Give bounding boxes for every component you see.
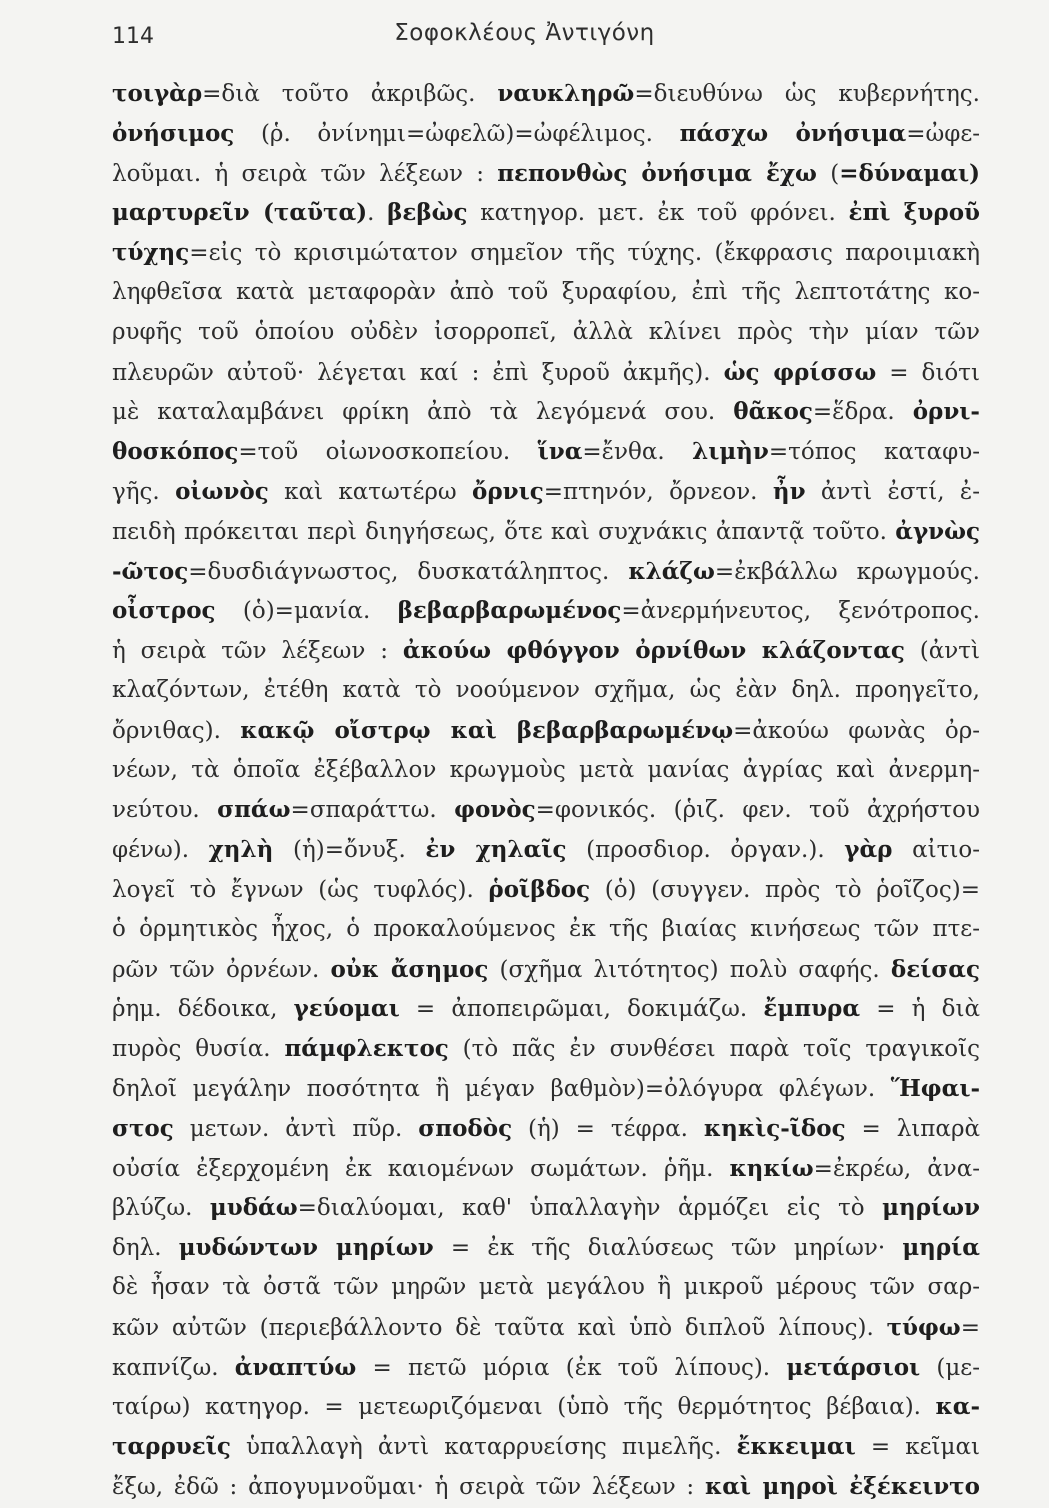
text-line	[112, 472, 980, 512]
gloss-text: δηλοῖ μεγάλην ποσότητα ἢ μέγαν βαθμὸν)=ὀλόγυρα φλέγων.	[112, 1075, 891, 1102]
gloss-text: =διὰ τοῦτο ἀκριβῶς.	[202, 81, 498, 107]
gloss-text: νεύτου.	[112, 797, 218, 824]
commentary-text	[112, 74, 980, 1507]
text-line	[112, 432, 980, 472]
gloss-text: =τοῦ οἰωνοσκοπείου.	[238, 439, 538, 466]
text-line	[112, 1069, 980, 1109]
text-line	[112, 1348, 980, 1388]
text-line	[112, 790, 980, 830]
gloss-text: κῶν αὐτῶν (περιεβάλλοντο δὲ ταῦτα καὶ ὑπὸ διπλοῦ λίπους).	[112, 1314, 887, 1341]
text-line	[112, 910, 980, 950]
text-line	[112, 1109, 980, 1149]
gloss-text: πειδὴ πρόκειται περὶ διηγήσεως, ὅτε καὶ συχνάκις ἀπαντᾷ τοῦτο.	[112, 518, 896, 545]
gloss-text: κλαζόντων, ἐτέθη κατὰ τὸ νοούμενον σχῆμα, ὡς ἐὰν δηλ. προηγεῖτο,	[112, 676, 980, 703]
lemma-term: ἔκκειμαι	[736, 1433, 856, 1461]
text-line	[112, 950, 980, 990]
lemma-term: καὶ μηροὶ ἐξέκειντο	[704, 1472, 980, 1500]
gloss-text: (ὁ) (συγγεν. πρὸς τὸ ῥοῖζος)=	[590, 876, 980, 903]
lemma-term: πάσχω ὀνήσιμα	[679, 119, 907, 147]
gloss-text: δὲ ἦσαν τὰ ὀστᾶ τῶν μηρῶν μετὰ μεγάλου ἢ μικροῦ μέρους τῶν σαρ-	[112, 1273, 980, 1300]
text-line	[112, 1427, 980, 1467]
gloss-text: =ἐκρέω, ἀνα-	[813, 1155, 981, 1182]
lemma-term: ἔμπυρα	[763, 995, 861, 1023]
gloss-text: μὲ καταλαμβάνει φρίκη ἀπὸ τὰ λεγόμενά σου.	[112, 399, 734, 426]
lemma-term: ὀρνι-	[912, 398, 980, 426]
lemma-term: Ἥφαι-	[890, 1074, 980, 1102]
lemma-term: οἶστρος	[112, 597, 216, 625]
lemma-term: μαρτυρεῖν (ταῦτα)	[112, 199, 368, 227]
lemma-term: φονὸς	[454, 796, 536, 824]
lemma-term: ναυκληρῶ	[497, 80, 635, 107]
text-line	[112, 512, 980, 552]
lemma-term: μυδώντων μηρίων	[178, 1234, 434, 1262]
gloss-text: ληφθεῖσα κατὰ μεταφορὰν ἀπὸ τοῦ ξυραφίου, ἐπὶ τῆς λεπτοτάτης κο-	[112, 278, 980, 305]
text-line	[112, 1149, 980, 1189]
text-line	[112, 193, 980, 233]
gloss-text: =	[960, 1314, 980, 1341]
gloss-text: =ἀνερμήνευτος, ξενότροπος.	[621, 598, 980, 625]
gloss-text: πυρὸς θυσία.	[112, 1036, 285, 1063]
gloss-text: = κεῖμαι	[855, 1434, 980, 1461]
gloss-text: κατηγορ. μετ. ἐκ τοῦ φρόνει.	[467, 200, 849, 227]
gloss-text: (ἡ)=ὄνυξ.	[273, 837, 426, 864]
gloss-text: =ἔνθα.	[582, 439, 693, 466]
lemma-term: ὡς φρίσσω	[723, 358, 877, 386]
gloss-text: βλύζω.	[112, 1195, 210, 1222]
gloss-text: λογεῖ τὸ ἔγνων (ὡς τυφλός).	[112, 876, 489, 903]
text-line	[112, 74, 980, 114]
lemma-term: ἐν χηλαῖς	[425, 836, 567, 864]
gloss-text: καὶ κατωτέρω	[268, 478, 472, 505]
lemma-term: ῥοῖβδος	[488, 875, 591, 903]
gloss-text: (με-	[920, 1354, 980, 1381]
gloss-text: αἰτιο-	[892, 837, 980, 864]
gloss-text: (ἀντὶ	[904, 638, 981, 665]
gloss-text: γῆς.	[112, 478, 176, 505]
lemma-term: ἦν	[772, 477, 806, 505]
lemma-term: οὐκ ἄσημος	[330, 955, 489, 983]
page-header	[0, 14, 1049, 62]
lemma-term: κηκίω	[729, 1154, 814, 1182]
gloss-text: ὑπαλλαγὴ ἀντὶ καταρρυείσης πιμελῆς.	[230, 1434, 737, 1461]
gloss-text: δηλ.	[112, 1235, 179, 1262]
lemma-term: λιμὴν	[692, 438, 769, 466]
lemma-term: ὀνήσιμος	[112, 119, 235, 147]
gloss-text: ἡ σειρὰ τῶν λέξεων :	[112, 638, 403, 665]
text-line	[112, 1308, 980, 1348]
text-line	[112, 1029, 980, 1069]
gloss-text: =τόπος καταφυ-	[768, 439, 980, 466]
gloss-text: =ἕδρα.	[812, 399, 913, 426]
gloss-text: ὁ ὁρμητικὸς ἦχος, ὁ προκαλούμενος ἐκ τῆς βιαίας κινήσεως τῶν πτε-	[112, 915, 980, 942]
gloss-text: =φονικός. (ῥιζ. φεν. τοῦ ἀχρήστου	[535, 797, 981, 824]
lemma-term: ἵνα	[537, 438, 583, 466]
gloss-text: ταίρω) κατηγορ. = μετεωριζόμεναι (ὑπὸ τῆς θερμότητος βέβαια).	[112, 1394, 936, 1421]
lemma-term: κακῷ οἴστρῳ καὶ βεβαρβαρωμένῳ	[240, 716, 734, 744]
gloss-text: = λιπαρὰ	[845, 1115, 980, 1142]
gloss-text: = διότι	[876, 359, 980, 386]
text-line	[112, 751, 980, 791]
gloss-text: = ἀποπειρῶμαι, δοκιμάζω.	[399, 996, 764, 1023]
gloss-text: =δυσδιάγνωστος, δυσκατάληπτος.	[188, 558, 629, 585]
lemma-term: θᾶκος	[733, 398, 813, 426]
lemma-term: ὄρνις	[472, 477, 544, 505]
text-line	[112, 591, 980, 631]
gloss-text: =ἐκβάλλω κρωγμούς.	[714, 558, 980, 585]
lemma-term: βεβαρβαρωμένος	[397, 597, 622, 625]
gloss-text: καπνίζω.	[112, 1354, 235, 1381]
gloss-text: =πτηνόν, ὄρνεον.	[543, 478, 773, 505]
lemma-term: στος	[112, 1114, 174, 1142]
page-number: 114	[112, 24, 154, 49]
lemma-term: δείσας	[890, 955, 980, 983]
lemma-term: γεύομαι	[293, 995, 400, 1023]
gloss-text: μετων. ἀντὶ πῦρ.	[173, 1115, 419, 1142]
lemma-term: τοιγὰρ	[112, 80, 203, 107]
gloss-text: (τὸ πᾶς ἐν συνθέσει παρὰ τοῖς τραγικοῖς	[448, 1036, 980, 1063]
gloss-text: =εἰς τὸ κρισιμώτατον σημεῖον τῆς τύχης. (ἔκφρασις παροιμιακὴ	[189, 240, 980, 267]
gloss-text: ὄρνιθας).	[112, 717, 241, 744]
gloss-text: =ὠφε-	[906, 120, 981, 147]
text-line	[112, 711, 980, 751]
text-line	[112, 114, 980, 154]
gloss-text: (ὁ)=μανία.	[215, 598, 398, 625]
text-line	[112, 154, 980, 194]
text-line	[112, 1268, 980, 1308]
lemma-term: μηρίων	[882, 1194, 980, 1222]
gloss-text: = ἡ διὰ	[860, 996, 980, 1023]
lemma-term: κηκὶς-ῖδος	[703, 1114, 846, 1142]
gloss-text: νέων, τὰ ὁποῖα ἐξέβαλλον κρωγμοὺς μετὰ μανίας ἀγρίας καὶ ἀνερμη-	[112, 756, 980, 783]
lemma-term: κλάζω	[628, 557, 715, 585]
gloss-text: πλευρῶν αὐτοῦ· λέγεται καί : ἐπὶ ξυροῦ ἀκμῆς).	[112, 359, 724, 386]
gloss-text: ἀντὶ ἐστί, ἐ-	[805, 478, 981, 505]
lemma-term: κα-	[935, 1393, 980, 1421]
text-line	[112, 830, 980, 870]
lemma-term: μηρία	[902, 1234, 980, 1262]
gloss-text: = πετῶ μόρια (ἐκ τοῦ λίπους).	[356, 1354, 787, 1381]
text-line	[112, 273, 980, 313]
text-line	[112, 1228, 980, 1268]
lemma-term: ἀγνὼς	[895, 517, 980, 545]
lemma-term: πάμφλεκτος	[284, 1035, 449, 1063]
lemma-term: γὰρ	[844, 836, 893, 864]
gloss-text: =ἀκούω φωνὰς ὀρ-	[733, 717, 981, 744]
lemma-term: τύφω	[886, 1313, 961, 1341]
lemma-term: ταρρυεῖς	[112, 1433, 231, 1461]
lemma-term: πεπονθὼς ὀνήσιμα ἔχω	[497, 159, 817, 187]
gloss-text: (ῥ. ὀνίνημι=ὠφελῶ)=ὠφέλιμος.	[234, 120, 680, 147]
lemma-term: μετάρσιοι	[786, 1353, 921, 1381]
lemma-term: -ῶτος	[112, 557, 189, 585]
text-line	[112, 353, 980, 393]
gloss-text: ρῶν τῶν ὀρνέων.	[112, 956, 331, 983]
gloss-text: (σχῆμα λιτότητος) πολὺ σαφής.	[488, 956, 891, 983]
gloss-text: = ἐκ τῆς διαλύσεως τῶν μηρίων·	[433, 1235, 903, 1262]
lemma-term: θοσκόπος	[112, 438, 239, 466]
lemma-term: οἰωνὸς	[175, 477, 269, 505]
text-line	[112, 631, 980, 671]
text-line	[112, 1188, 980, 1228]
text-line	[112, 392, 980, 432]
gloss-text: (	[816, 160, 840, 187]
gloss-text: λοῦμαι. ἡ σειρὰ τῶν λέξεων :	[112, 160, 498, 187]
gloss-text: οὐσία ἐξερχομένη ἐκ καιομένων σωμάτων. ῥῆμ.	[112, 1155, 730, 1182]
running-title: Σοφοκλέους Ἀντιγόνη	[394, 20, 655, 46]
gloss-text: .	[367, 200, 388, 227]
lemma-term: ἀκούω φθόγγον ὀρνίθων κλάζοντας	[402, 637, 905, 665]
gloss-text: (προσδιορ. ὀργαν.).	[566, 837, 845, 864]
lemma-term: σπάω	[217, 796, 291, 824]
text-line	[112, 870, 980, 910]
text-line	[112, 313, 980, 353]
gloss-text: =σπαράττω.	[290, 797, 455, 824]
lemma-term: μυδάω	[209, 1194, 298, 1222]
text-line	[112, 671, 980, 711]
gloss-text: φένω).	[112, 837, 209, 864]
lemma-term: ἐπὶ ξυροῦ	[848, 199, 980, 227]
gloss-text: =διευθύνω ὡς κυβερνήτης.	[634, 81, 980, 107]
lemma-term: =δύναμαι)	[839, 159, 980, 187]
gloss-text: (ἡ) = τέφρα.	[512, 1115, 704, 1142]
gloss-text: =διαλύομαι, καθ' ὑπαλλαγὴν ἁρμόζει εἰς τὸ	[297, 1195, 883, 1222]
lemma-term: βεβὼς	[387, 199, 468, 227]
text-line	[112, 1387, 980, 1427]
lemma-term: σποδὸς	[418, 1114, 513, 1142]
gloss-text: ῥημ. δέδοικα,	[112, 996, 294, 1023]
lemma-term: χηλὴ	[208, 836, 274, 864]
lemma-term: τύχης	[112, 239, 190, 267]
text-line	[112, 989, 980, 1029]
lemma-term: ἀναπτύω	[234, 1353, 357, 1381]
text-line	[112, 233, 980, 273]
gloss-text: ρυφῆς τοῦ ὁποίου οὐδὲν ἰσορροπεῖ, ἀλλὰ κλίνει πρὸς τὴν μίαν τῶν	[112, 318, 980, 345]
text-line	[112, 552, 980, 592]
gloss-text: ἔξω, ἐδῶ : ἀπογυμνοῦμαι· ἡ σειρὰ τῶν λέξεων :	[112, 1473, 705, 1500]
text-line	[112, 1467, 980, 1507]
